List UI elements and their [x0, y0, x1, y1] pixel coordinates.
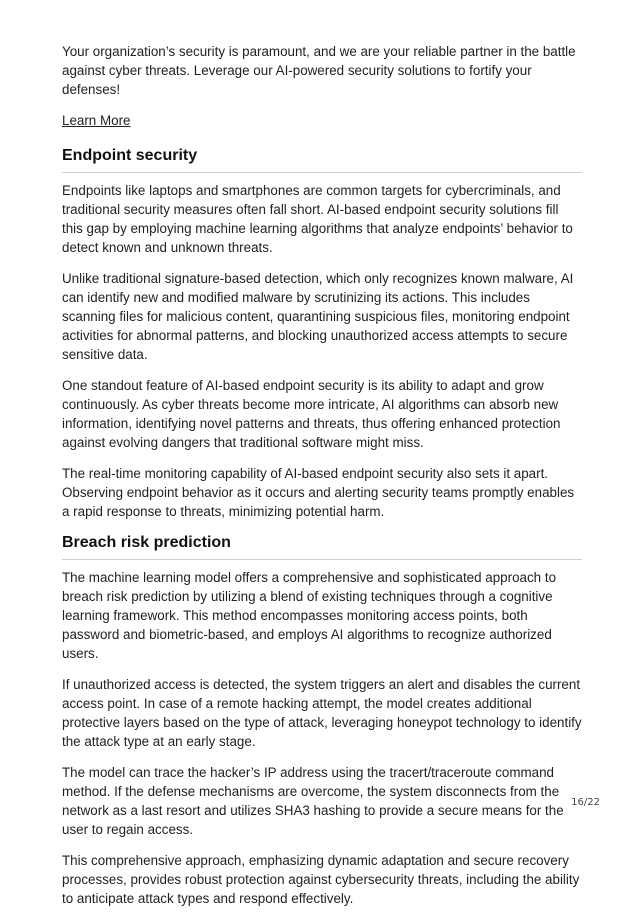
- section-heading-breach-risk-prediction: Breach risk prediction: [62, 533, 582, 560]
- endpoint-paragraph-1: Endpoints like laptops and smartphones are common targets for cybercriminals, and traditional security measures often fall short. AI-based endpoint security solutions fill this gap by employing machine learning algorithms that analyze endpoints’ behavior to detect known and unknown threats.: [62, 183, 573, 255]
- intro-paragraph: Your organization’s security is paramount, and we are your reliable partner in the battle against cyber threats. Leverage our AI-powered security solutions to fortify your defenses!: [62, 44, 576, 97]
- learn-more-link[interactable]: Learn More: [62, 113, 131, 128]
- endpoint-paragraph-2: Unlike traditional signature-based detection, which only recognizes known malware, AI can identify new and modified malware by scrutinizing its actions. This includes scanning files for malicious content, quarantining suspicious files, monitoring endpoint activities for abnormal patterns, and blocking unauthorized access attempts to secure sensitive data.: [62, 271, 574, 362]
- breach-paragraph-3: The model can trace the hacker’s IP address using the tracert/traceroute command method. If the defense mechanisms are overcome, the system disconnects from the network as a last resort and utilizes SHA3 hashing to provide a secure means for the user to regain access.: [62, 765, 564, 837]
- breach-paragraph-2: If unauthorized access is detected, the system triggers an alert and disables the current access point. In case of a remote hacking attempt, the model creates additional protective layers based on the type of attack, leveraging honeypot technology to identify the attack type at an early stage.: [62, 677, 582, 749]
- breach-paragraph-4: This comprehensive approach, emphasizing dynamic adaptation and secure recovery processes, provides robust protection against cybersecurity threats, including the ability to anticipate attack types and respond effectively.: [62, 853, 580, 906]
- page-content: [62, 42, 582, 920]
- page-number: 16/22: [571, 797, 600, 808]
- endpoint-paragraph-4: The real-time monitoring capability of AI-based endpoint security also sets it apart. Observing endpoint behavior as it occurs and alerting security teams promptly enables a rapid response to threats, minimizing potential harm.: [62, 466, 575, 519]
- breach-paragraph-1: The machine learning model offers a comprehensive and sophisticated approach to breach risk prediction by utilizing a blend of existing techniques through a cognitive learning framework. This method encompasses monitoring access points, both password and biometric-based, and employs AI algorithms to recognize authorized users.: [62, 570, 557, 661]
- endpoint-paragraph-3: One standout feature of AI-based endpoint security is its ability to adapt and grow continuously. As cyber threats become more intricate, AI algorithms can absorb new information, identifying novel patterns and threats, thus offering enhanced protection against evolving dangers that traditional software might miss.: [62, 378, 561, 450]
- section-heading-endpoint-security: Endpoint security: [62, 146, 582, 173]
